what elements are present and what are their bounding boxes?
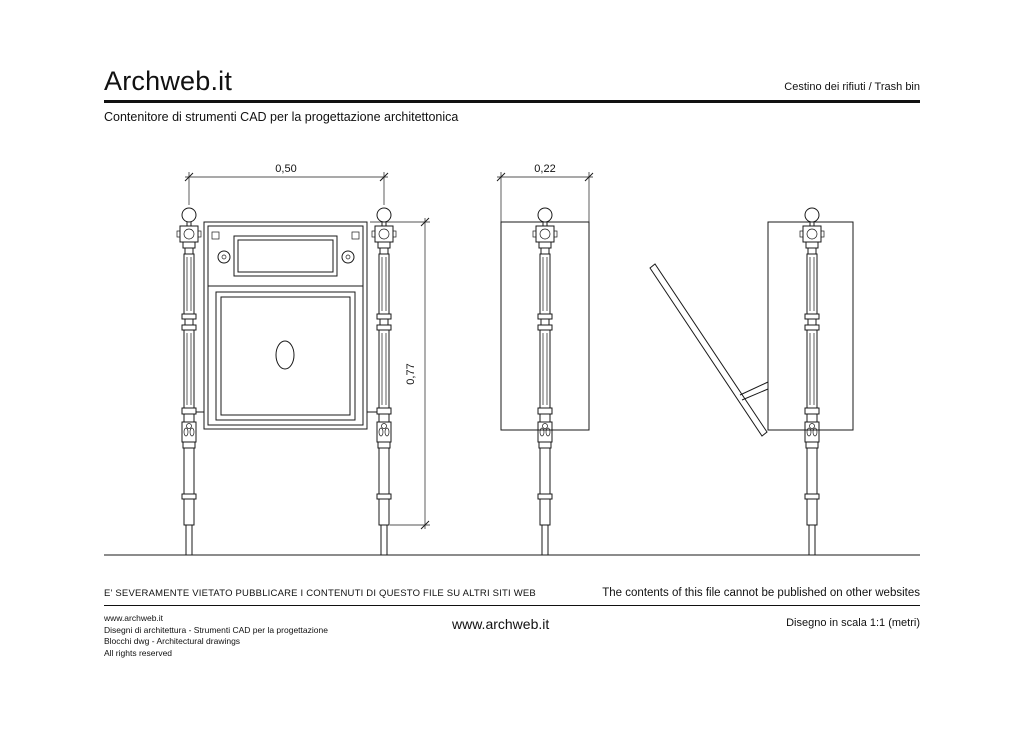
credit-line: www.archweb.it [104, 613, 164, 623]
page-subtitle: Contenitore di strumenti CAD per la progettazione architettonica [104, 110, 459, 124]
dimension-label-height: 0,77 [405, 363, 417, 385]
warning-english: The contents of this file cannot be published on other websites [602, 587, 920, 599]
dimension-label-depth: 0,22 [534, 163, 556, 175]
brand-logo-text: Archweb.it [104, 66, 233, 96]
credit-line: All rights reserved [104, 647, 173, 658]
warning-italian: E' SEVERAMENTE VIETATO PUBBLICARE I CONTENUTI DI QUESTO FILE SU ALTRI SITI WEB [104, 588, 536, 599]
dimension-front-width [185, 172, 388, 205]
dimension-side-depth [497, 172, 593, 222]
side-bin-open [650, 222, 853, 436]
dimension-label-width: 0,50 [275, 163, 297, 175]
footer-site-link[interactable]: www.archweb.it [452, 616, 550, 632]
credit-line: Disegni di architettura - Strumenti CAD per la progettazione [104, 624, 328, 635]
open-side-post [800, 208, 824, 555]
footer-credits [104, 613, 328, 659]
footer-scale: Disegno in scala 1:1 (metri) [786, 617, 920, 629]
side-post [533, 208, 557, 555]
front-right-post [372, 208, 396, 555]
credit-line: Blocchi dwg - Architectural drawings [104, 636, 241, 646]
footer-rule [104, 605, 920, 606]
front-bin-body [196, 222, 377, 429]
side-bin-closed [501, 222, 589, 430]
front-left-post [177, 208, 201, 555]
drawing-title: Cestino dei rifiuti / Trash bin [784, 81, 920, 93]
